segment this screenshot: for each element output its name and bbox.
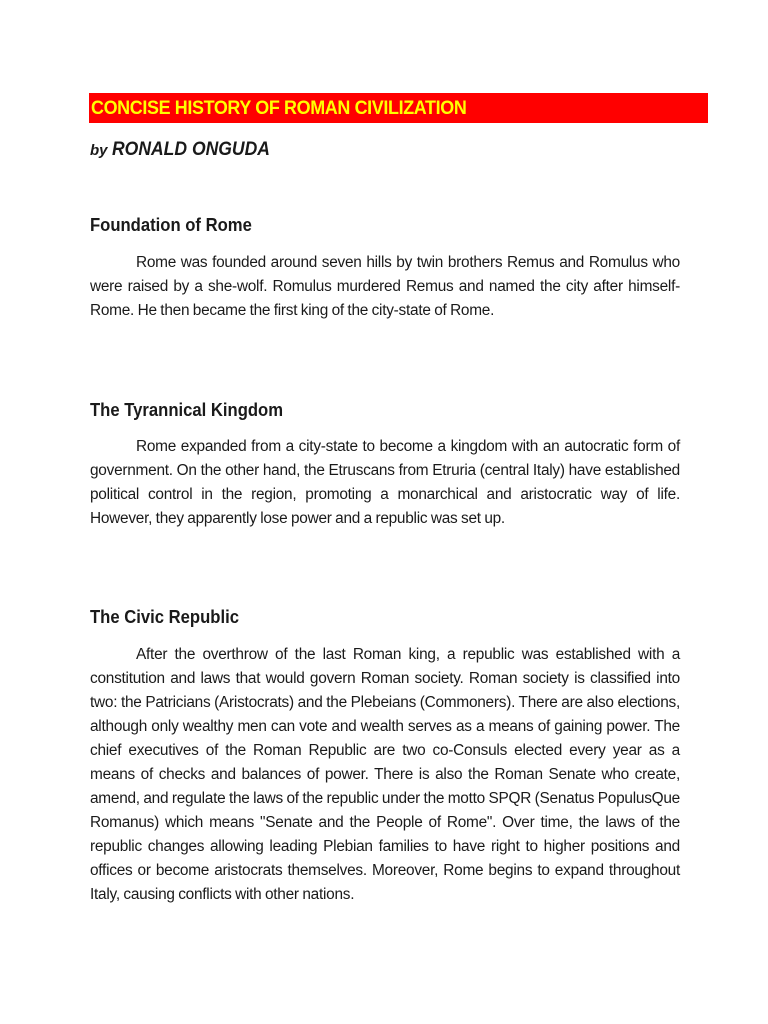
section-body-foundation: Rome was founded around seven hills by twin brothers Remus and Romulus who were raised by a she-wolf. Romulus murdered Remus and named the city after himself- Rome. He then became the first king of the city-state of Rome. xyxy=(90,254,680,319)
byline xyxy=(90,138,287,161)
section-heading-foundation: Foundation of Rome xyxy=(90,214,252,235)
document-title: CONCISE HISTORY OF ROMAN CIVILIZATION xyxy=(91,97,467,119)
section-body-kingdom: Rome expanded from a city-state to become a kingdom with an autocratic form of government. On the other hand, the Etruscans from Etruria (central Italy) have established political control in the region, promoting a monarchical and aristocratic way of life. However, they apparently lose power and a republic was set up. xyxy=(90,438,680,527)
section-heading-kingdom: The Tyrannical Kingdom xyxy=(90,399,284,420)
section-heading-republic: The Civic Republic xyxy=(90,606,239,627)
author-name: RONALD ONGUDA xyxy=(111,138,270,160)
byline-prefix: by xyxy=(90,142,108,159)
section-body-republic: After the overthrow of the last Roman king, a republic was established with a constitution and laws that would govern Roman society. Roman society is classified into two: the Patricians (Aristocrats) and the Plebeians (Commoners). There are also elections, although only wealthy men can vote and wealth serves as a means of gaining power. The chief executives of the Roman Republic are two co-Consuls elected every year as a means of checks and balances of power. There is also the Roman Senate who create, amend, and regulate the laws of the republic under the motto SPQR (Senatus PopulusQue Romanus) which means "Senate and the People of Rome". Over time, the laws of the republic changes allowing leading Plebian families to have right to higher positions and offices or become aristocrats themselves. Moreover, Rome begins to expand throughout Italy, causing conflicts with other nations. xyxy=(90,646,680,903)
